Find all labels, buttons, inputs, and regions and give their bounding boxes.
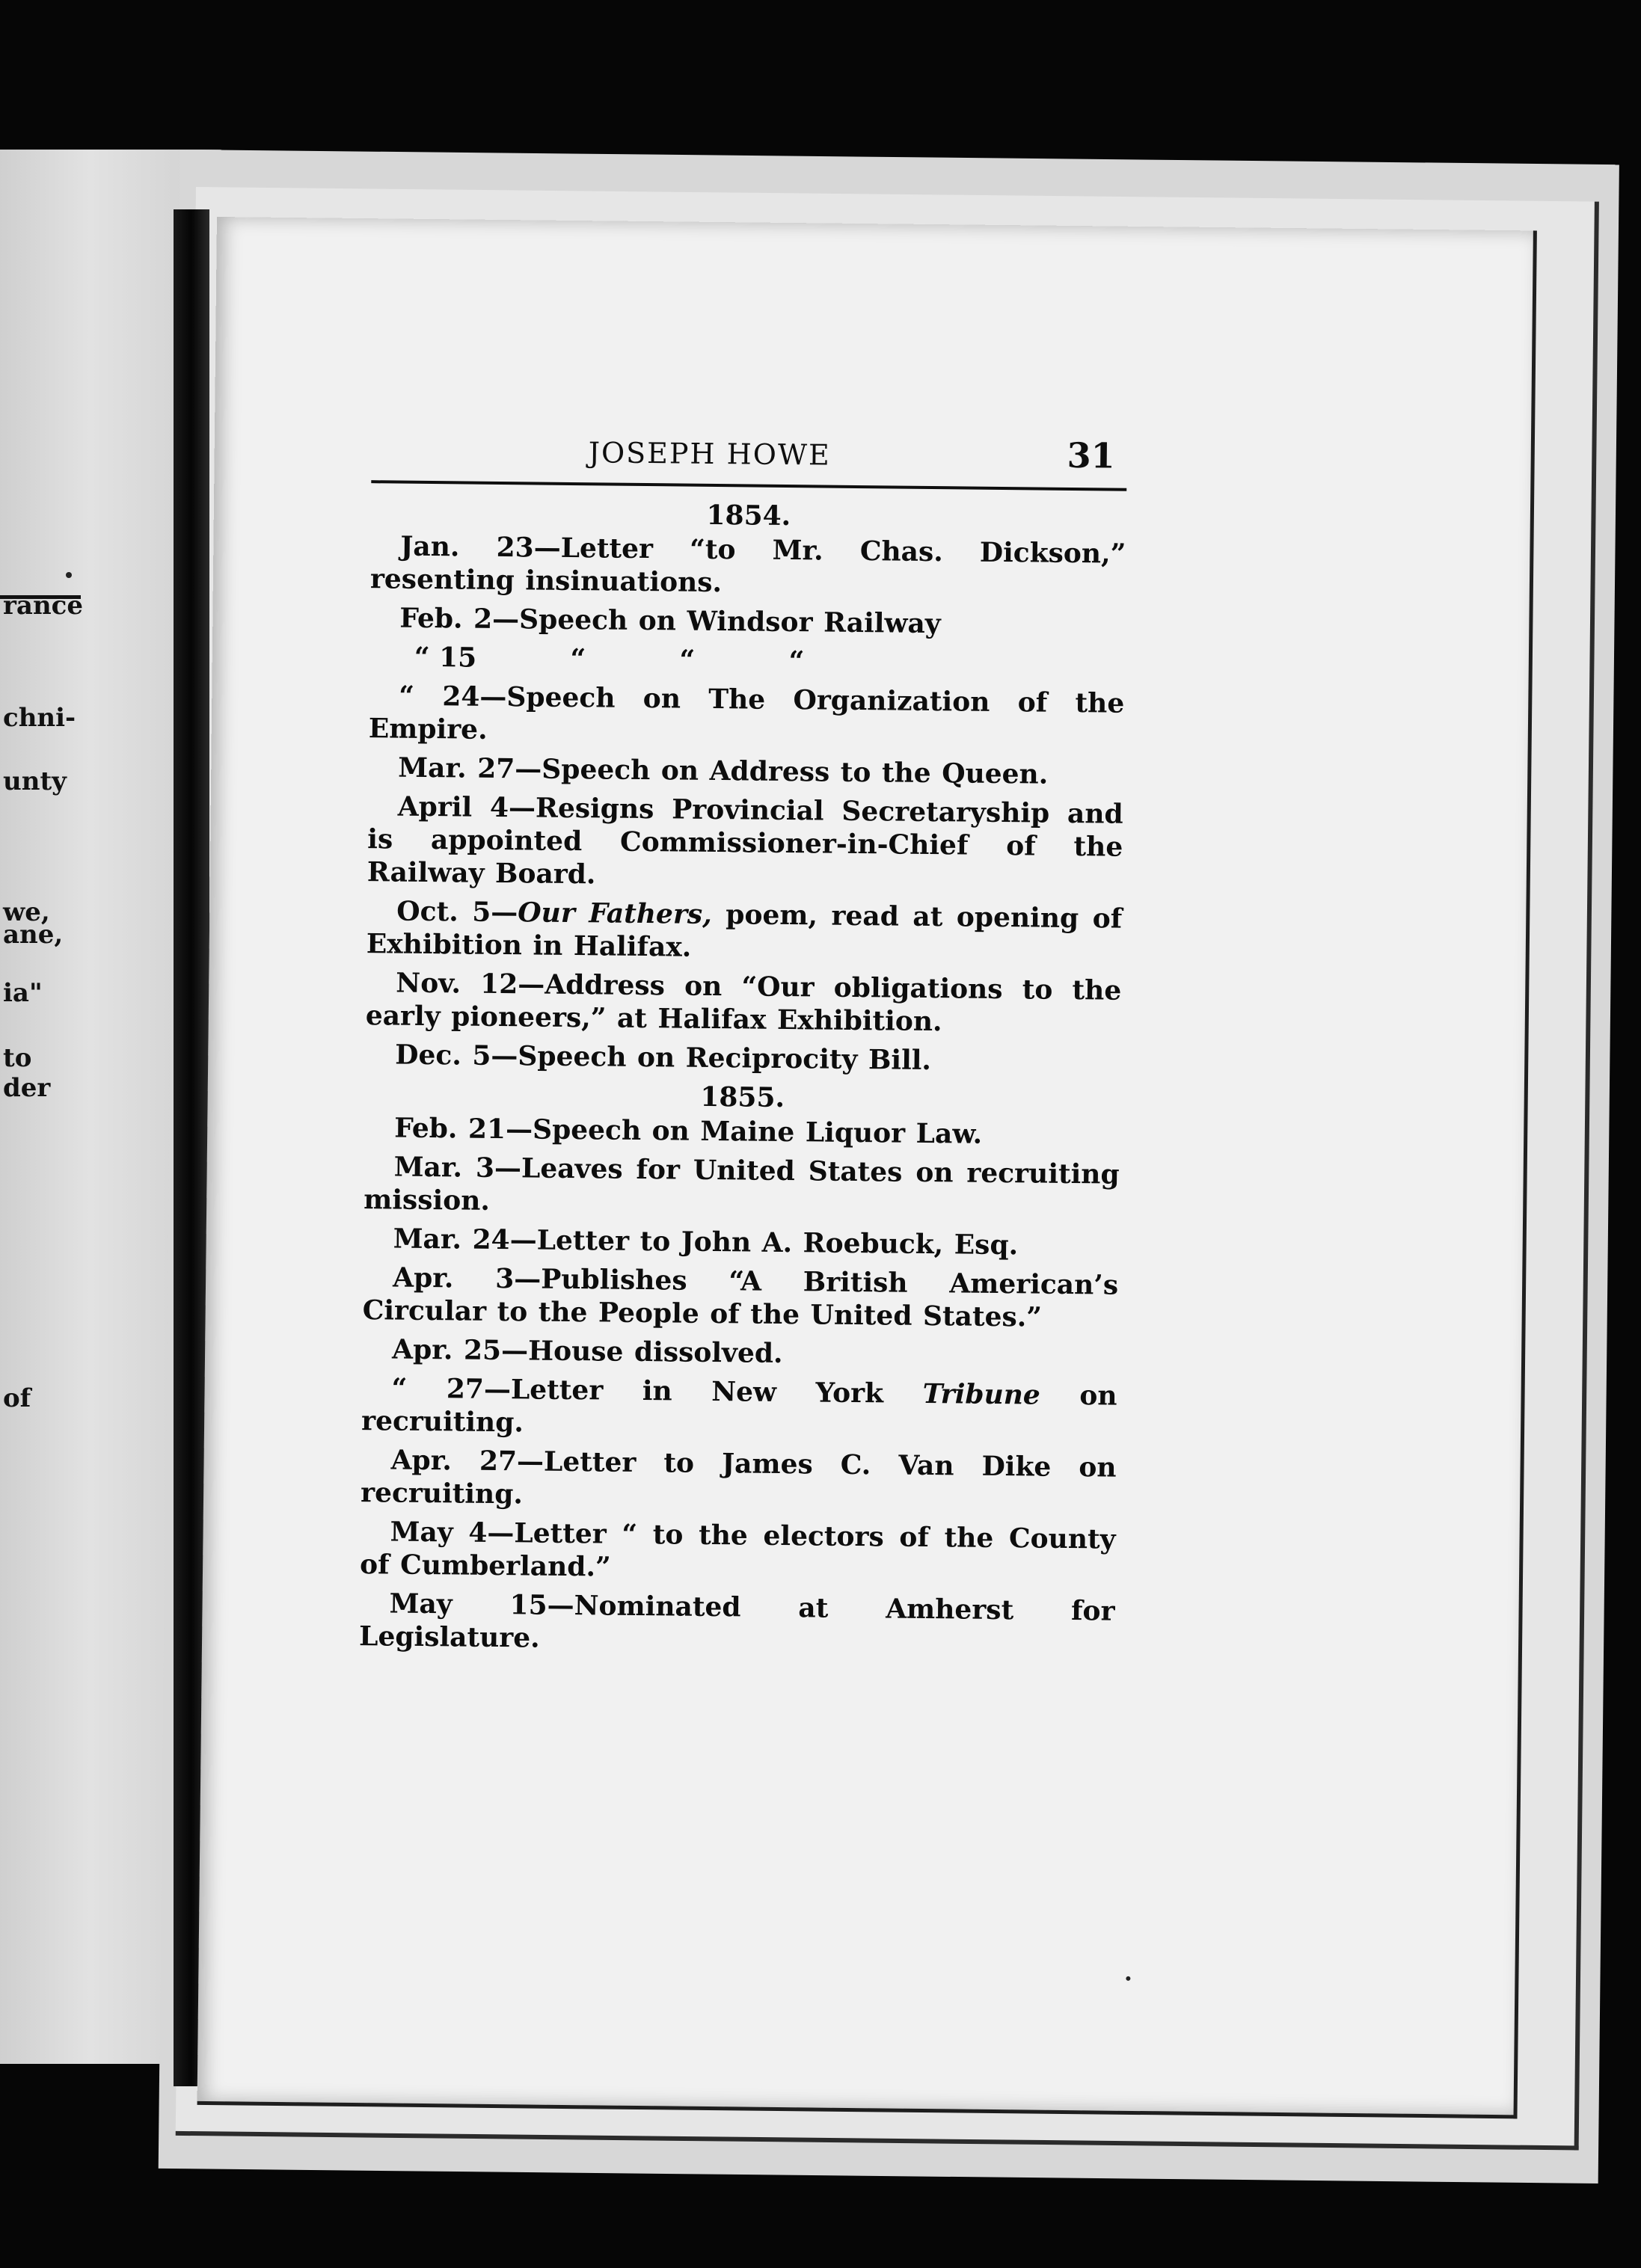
chronology-entry xyxy=(361,1443,1117,1517)
ink-speck xyxy=(66,572,72,578)
left-fragment: ane, xyxy=(3,920,64,950)
year-heading: 1854. xyxy=(706,499,791,532)
chronology-entry xyxy=(363,1222,1118,1263)
running-head: JOSEPH HOWE xyxy=(588,436,831,472)
chronology-entry xyxy=(367,790,1123,897)
entry-text: Jan. 23—Letter “to Mr. Chas. Dickson,” resenting insinuations. xyxy=(369,530,1126,599)
year-heading: 1855. xyxy=(700,1081,785,1114)
entry-text: Apr. 27—Letter to James C. Van Dike on recruiting. xyxy=(360,1444,1117,1511)
entry-text: Dec. 5—Speech on Reciprocity Bill. xyxy=(395,1039,932,1077)
chronology-entry xyxy=(364,1150,1120,1224)
entry-text: “ 24—Speech on The Organization of the Empire. xyxy=(368,680,1125,746)
entry-text: Apr. 3—Publishes “A British American’s Circular to the People of the United States.” xyxy=(362,1261,1119,1333)
left-fragment: of xyxy=(3,1383,31,1413)
chronology-entry xyxy=(362,1261,1118,1335)
chronology-entry xyxy=(365,1038,1120,1079)
entry-text: Nov. 12—Address on “Our obligations to the early pioneers,” at Halifax Exhibition. xyxy=(365,967,1122,1038)
chronology-entry xyxy=(359,1587,1115,1661)
chronology-entry xyxy=(368,751,1123,792)
chronology-entry xyxy=(361,1371,1117,1445)
entry-text: Feb. 21—Speech on Maine Liquor Law. xyxy=(394,1112,983,1150)
chronology-entry xyxy=(364,1111,1120,1152)
left-fragment: rance xyxy=(3,591,83,621)
book-page xyxy=(197,217,1537,2118)
chronology-entry xyxy=(369,640,1125,681)
entry-text: on recruiting. xyxy=(361,1379,1117,1439)
entry-text: “ 15 “ “ “ xyxy=(414,641,805,677)
entry-text: Mar. 24—Letter to John A. Roebuck, Esq. xyxy=(393,1223,1019,1261)
entry-text: May 4—Letter “ to the electors of the County of Cumberland.” xyxy=(359,1516,1116,1583)
chronology-entry xyxy=(366,894,1123,968)
chronology-entry xyxy=(369,601,1125,642)
page-header xyxy=(371,428,1120,495)
entry-italic-title: Our Fathers, xyxy=(518,897,712,930)
entry-text: Mar. 27—Speech on Address to the Queen. xyxy=(398,752,1049,790)
left-fragment: der xyxy=(3,1073,51,1103)
left-fragment: ia" xyxy=(3,978,43,1008)
chronology-text xyxy=(359,495,1126,1666)
entry-text: poem, read at opening of Exhibition in Halifax. xyxy=(366,898,1123,963)
chronology-entry xyxy=(366,966,1122,1040)
ink-speck xyxy=(1126,1976,1130,1981)
entry-text: Apr. 25—House dissolved. xyxy=(391,1333,783,1370)
chronology-entry xyxy=(360,1515,1116,1589)
left-fragment: unty xyxy=(3,766,67,796)
left-fragment: we, xyxy=(3,897,50,927)
entry-text: Feb. 2—Speech on Windsor Railway xyxy=(399,602,941,640)
chronology-entry xyxy=(370,529,1126,603)
left-fragment: chni- xyxy=(3,703,76,733)
entry-text: April 4—Resigns Provincial Secretaryship and is appointed Commissioner-in-Chief of the Railway Board. xyxy=(366,790,1123,891)
entry-text: Oct. 5— xyxy=(396,895,518,929)
entry-text: Mar. 3—Leaves for United States on recruiting mission. xyxy=(364,1151,1120,1217)
page-number: 31 xyxy=(1067,434,1116,476)
entry-italic-title: Tribune xyxy=(922,1377,1041,1411)
chronology-entry xyxy=(362,1333,1117,1374)
entry-text: May 15—Nominated at Amherst for Legislature. xyxy=(358,1588,1115,1654)
chronology-entry xyxy=(369,679,1125,753)
entry-text: “ 27—Letter in New York xyxy=(391,1372,923,1410)
left-fragment: to xyxy=(3,1043,32,1073)
header-rule xyxy=(371,480,1126,491)
